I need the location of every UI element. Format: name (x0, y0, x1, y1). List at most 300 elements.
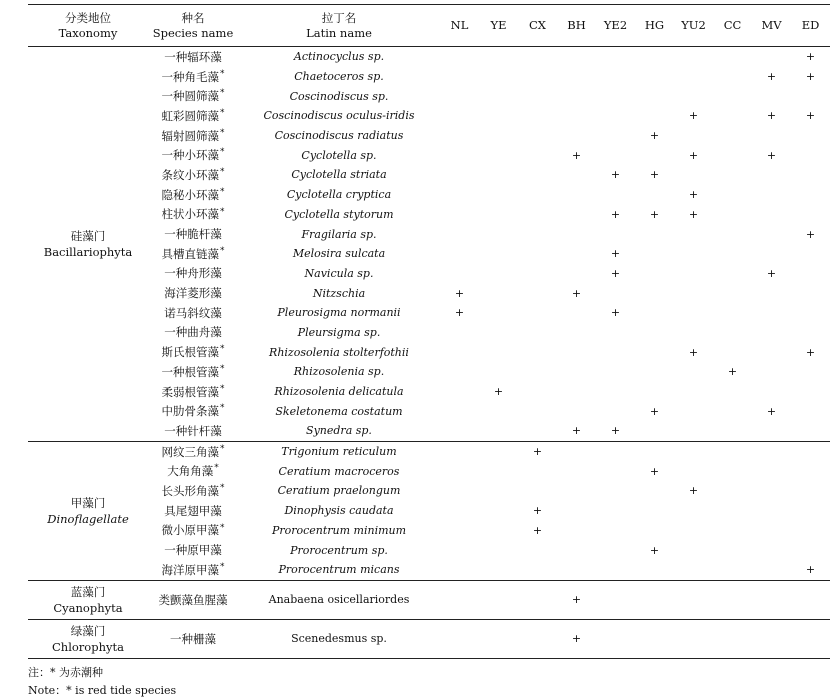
red-tide-star-icon: * (220, 68, 225, 79)
presence-cell: + (571, 286, 582, 300)
latin-name-cell: Coscinodiscus radiatus (274, 129, 404, 143)
presence-cell (479, 401, 518, 421)
presence-cell (713, 461, 752, 481)
table-row (28, 401, 830, 421)
table-row (28, 362, 830, 382)
header-station: YE (479, 5, 518, 47)
presence-cell (713, 165, 752, 185)
latin-name-cell: Cyclotella cryptica (286, 188, 392, 202)
table-row (28, 47, 830, 67)
presence-cell: + (805, 227, 816, 241)
presence-cell (440, 67, 479, 87)
presence-cell (479, 421, 518, 441)
header-station: HG (635, 5, 674, 47)
latin-name-cell: Fragilaria sp. (301, 227, 377, 241)
presence-cell (518, 421, 557, 441)
presence-cell (635, 580, 674, 619)
presence-cell: + (557, 619, 596, 658)
presence-cell (518, 362, 557, 382)
presence-cell (674, 165, 713, 185)
latin-name-cell: Dinophysis caudata (284, 504, 394, 518)
red-tide-star-icon: * (214, 463, 219, 474)
header-latin: 拉丁名 Latin name (238, 5, 440, 47)
presence-cell (635, 362, 674, 382)
presence-cell (713, 501, 752, 521)
presence-cell (596, 481, 635, 501)
presence-cell: + (766, 109, 777, 123)
presence-cell (635, 224, 674, 244)
species-name-cell: 一种脆杆藻 (164, 227, 222, 242)
presence-cell (752, 224, 791, 244)
presence-cell (518, 67, 557, 87)
species-name-cell: 辐射圆筛藻* (161, 127, 225, 143)
table-row (28, 264, 830, 284)
red-tide-star-icon: * (220, 443, 225, 454)
species-name-cell: 海洋原甲藻* (161, 561, 225, 577)
presence-cell (479, 619, 518, 658)
presence-cell (674, 441, 713, 461)
presence-cell (791, 421, 830, 441)
presence-cell: + (610, 306, 621, 320)
latin-name-cell: Rhizosolenia stolterfothii (269, 345, 409, 359)
presence-cell (635, 86, 674, 106)
presence-cell: + (805, 345, 816, 359)
presence-cell (518, 145, 557, 165)
latin-name-cell: Pleurosigma normanii (277, 306, 401, 320)
presence-cell: + (649, 168, 660, 182)
presence-cell: + (610, 168, 621, 182)
presence-cell (596, 86, 635, 106)
presence-cell (557, 382, 596, 402)
presence-cell (440, 521, 479, 541)
species-name-cell: 网纹三角藻* (148, 441, 238, 461)
presence-cell: + (649, 207, 660, 221)
presence-cell (791, 264, 830, 284)
species-name-cell: 具尾翅甲藻 (164, 503, 222, 518)
table-row (28, 303, 830, 323)
presence-cell (752, 441, 791, 461)
presence-cell (635, 67, 674, 87)
presence-cell (635, 106, 674, 126)
presence-cell: + (805, 563, 816, 577)
presence-cell (596, 126, 635, 146)
presence-cell (440, 619, 479, 658)
presence-cell (479, 521, 518, 541)
species-name-cell: 类颤藻鱼腥藻 (148, 580, 238, 619)
table-row (28, 342, 830, 362)
table-row (28, 86, 830, 106)
presence-cell (440, 342, 479, 362)
presence-cell (752, 382, 791, 402)
species-name-cell: 一种舟形藻 (164, 266, 222, 281)
presence-cell (713, 264, 752, 284)
header-row (28, 5, 830, 47)
presence-cell: + (688, 188, 699, 202)
presence-cell (791, 540, 830, 560)
presence-cell (518, 401, 557, 421)
presence-cell (557, 126, 596, 146)
latin-name-cell: Synedra sp. (306, 424, 372, 438)
presence-cell (635, 501, 674, 521)
presence-cell (674, 86, 713, 106)
presence-cell (791, 165, 830, 185)
presence-cell (635, 323, 674, 343)
group-1 (28, 441, 830, 580)
species-name-cell: 微小原甲藻* (161, 522, 225, 538)
presence-cell (440, 382, 479, 402)
table-row (28, 421, 830, 441)
presence-cell (635, 264, 674, 284)
presence-cell (518, 86, 557, 106)
species-name-cell: 诺马斜纹藻 (164, 305, 222, 320)
presence-cell (440, 165, 479, 185)
presence-cell (596, 224, 635, 244)
table-row (28, 126, 830, 146)
presence-cell (479, 461, 518, 481)
latin-name-cell: Cyclotella stytorum (284, 207, 394, 221)
latin-name-cell: Trigonium reticulum (238, 441, 440, 461)
presence-cell: + (688, 207, 699, 221)
presence-cell (713, 481, 752, 501)
species-name-cell: 中肋骨条藻* (161, 403, 225, 419)
presence-cell (791, 580, 830, 619)
latin-name-cell: Coscinodiscus sp. (289, 89, 389, 103)
latin-name-cell: Scenedesmus sp. (238, 619, 440, 658)
taxonomy-cell: 硅藻门 Bacillariophyta (28, 47, 148, 442)
presence-cell (791, 619, 830, 658)
presence-cell (791, 205, 830, 225)
presence-cell (713, 540, 752, 560)
presence-cell (791, 323, 830, 343)
presence-cell (674, 540, 713, 560)
presence-cell (596, 382, 635, 402)
presence-cell (713, 619, 752, 658)
presence-cell (752, 47, 791, 67)
presence-cell (596, 560, 635, 580)
presence-cell (752, 303, 791, 323)
presence-cell (596, 401, 635, 421)
table-row (28, 224, 830, 244)
presence-cell (557, 521, 596, 541)
presence-cell (713, 421, 752, 441)
presence-cell (479, 264, 518, 284)
table-row (28, 283, 830, 303)
presence-cell (518, 342, 557, 362)
presence-cell (557, 540, 596, 560)
header-station: CX (518, 5, 557, 47)
presence-cell (479, 501, 518, 521)
presence-cell (752, 540, 791, 560)
presence-cell (557, 362, 596, 382)
latin-name-cell: Rhizosolenia sp. (293, 365, 385, 379)
header-station: CC (713, 5, 752, 47)
presence-cell (752, 560, 791, 580)
presence-cell: + (766, 148, 777, 162)
header-station: MV (752, 5, 791, 47)
presence-cell (518, 461, 557, 481)
latin-name-cell: Navicula sp. (304, 266, 374, 280)
table-row (28, 106, 830, 126)
presence-cell (791, 244, 830, 264)
presence-cell (635, 145, 674, 165)
presence-cell (596, 323, 635, 343)
species-name-cell: 一种根管藻* (161, 364, 225, 379)
table-row (28, 382, 830, 402)
presence-cell (479, 362, 518, 382)
table-row (28, 481, 830, 501)
latin-name-cell: Pleursigma sp. (297, 325, 381, 339)
presence-cell (674, 421, 713, 441)
presence-cell (596, 461, 635, 481)
presence-cell (674, 501, 713, 521)
presence-cell (518, 540, 557, 560)
presence-cell: + (791, 47, 830, 67)
latin-name-cell: Rhizosolenia delicatula (274, 385, 404, 399)
taxonomy-cell: 甲藻门 Dinoflagellate (28, 441, 148, 580)
presence-cell (557, 481, 596, 501)
presence-cell (596, 540, 635, 560)
presence-cell: + (649, 404, 660, 418)
presence-cell (479, 283, 518, 303)
presence-cell (752, 580, 791, 619)
presence-cell (674, 303, 713, 323)
presence-cell (440, 362, 479, 382)
presence-cell (635, 421, 674, 441)
presence-cell: + (805, 109, 816, 123)
red-tide-star-icon: * (220, 561, 225, 572)
presence-cell (674, 401, 713, 421)
presence-cell (479, 244, 518, 264)
presence-cell: + (688, 148, 699, 162)
red-tide-star-icon: * (220, 344, 225, 355)
presence-cell (557, 323, 596, 343)
presence-cell (713, 382, 752, 402)
presence-cell (557, 224, 596, 244)
presence-cell: + (766, 266, 777, 280)
species-name-cell: 大角角藻* (167, 463, 219, 479)
table-row (28, 560, 830, 580)
presence-cell (440, 540, 479, 560)
red-tide-star-icon: * (220, 483, 225, 494)
presence-cell (635, 283, 674, 303)
presence-cell (752, 501, 791, 521)
presence-cell (557, 205, 596, 225)
presence-cell (596, 362, 635, 382)
presence-cell (518, 481, 557, 501)
note-en: Note：* is red tide species (28, 684, 177, 697)
species-table (28, 4, 830, 659)
latin-name-cell: Coscinodiscus oculus-iridis (263, 109, 415, 123)
presence-cell (479, 145, 518, 165)
red-tide-star-icon: * (220, 147, 225, 158)
red-tide-star-icon: * (220, 364, 225, 375)
presence-cell (596, 106, 635, 126)
presence-cell (752, 461, 791, 481)
presence-cell (713, 560, 752, 580)
presence-cell (596, 501, 635, 521)
table-row (28, 145, 830, 165)
table-row (28, 501, 830, 521)
presence-cell (752, 521, 791, 541)
presence-cell (752, 244, 791, 264)
group-2 (28, 580, 830, 619)
presence-cell (479, 303, 518, 323)
presence-cell (635, 521, 674, 541)
presence-cell (557, 264, 596, 284)
species-name-cell: 长头形角藻* (161, 483, 225, 498)
presence-cell (791, 521, 830, 541)
presence-cell: + (688, 484, 699, 498)
presence-cell (713, 441, 752, 461)
table-row (28, 165, 830, 185)
presence-cell (791, 501, 830, 521)
presence-cell (596, 47, 635, 67)
presence-cell (791, 382, 830, 402)
presence-cell (440, 224, 479, 244)
presence-cell (752, 86, 791, 106)
presence-cell (440, 501, 479, 521)
presence-cell (791, 401, 830, 421)
latin-name-cell: Ceratium macroceros (278, 464, 400, 478)
red-tide-star-icon: * (220, 167, 225, 178)
species-name-cell: 一种曲舟藻 (164, 325, 222, 340)
presence-cell (557, 47, 596, 67)
presence-cell (440, 86, 479, 106)
presence-cell (518, 106, 557, 126)
presence-cell (557, 342, 596, 362)
species-name-cell: 一种栅藻 (148, 619, 238, 658)
presence-cell (440, 205, 479, 225)
red-tide-star-icon: * (220, 403, 225, 414)
presence-cell (479, 224, 518, 244)
presence-cell (518, 126, 557, 146)
red-tide-star-icon: * (220, 108, 225, 119)
presence-cell (479, 185, 518, 205)
presence-cell (440, 126, 479, 146)
presence-cell (791, 441, 830, 461)
presence-cell (479, 580, 518, 619)
presence-cell (791, 185, 830, 205)
presence-cell (557, 185, 596, 205)
note-zh: 注：* 为赤潮种 (28, 666, 103, 679)
header-taxonomy: 分类地位 Taxonomy (28, 5, 148, 47)
presence-cell (479, 481, 518, 501)
presence-cell (596, 619, 635, 658)
presence-cell (635, 244, 674, 264)
presence-cell (479, 441, 518, 461)
presence-cell (752, 205, 791, 225)
presence-cell (557, 501, 596, 521)
presence-cell (674, 126, 713, 146)
presence-cell (791, 461, 830, 481)
presence-cell (557, 86, 596, 106)
presence-cell: + (727, 365, 738, 379)
group-0 (28, 47, 830, 442)
presence-cell: + (649, 543, 660, 557)
species-name-cell: 斯氏根管藻* (161, 344, 225, 360)
presence-cell (713, 106, 752, 126)
presence-cell (440, 580, 479, 619)
presence-cell: + (557, 580, 596, 619)
presence-cell (518, 382, 557, 402)
presence-cell (713, 401, 752, 421)
presence-cell (596, 521, 635, 541)
presence-cell (674, 224, 713, 244)
presence-cell (635, 619, 674, 658)
presence-cell (596, 580, 635, 619)
presence-cell (440, 441, 479, 461)
presence-cell (479, 560, 518, 580)
species-name-cell: 一种角毛藻* (161, 68, 225, 84)
presence-cell (752, 323, 791, 343)
presence-cell (479, 106, 518, 126)
header-station: BH (557, 5, 596, 47)
presence-cell: + (688, 345, 699, 359)
presence-cell (479, 47, 518, 67)
presence-cell (596, 441, 635, 461)
presence-cell (440, 244, 479, 264)
presence-cell: + (610, 207, 621, 221)
latin-name-cell: Prorocentrum sp. (290, 543, 388, 557)
latin-name-cell: Nitzschia (312, 286, 366, 300)
species-name-cell: 一种原甲藻 (164, 543, 222, 558)
presence-cell (752, 126, 791, 146)
species-name-cell: 柔弱根管藻* (161, 383, 225, 399)
presence-cell (635, 441, 674, 461)
presence-cell (440, 560, 479, 580)
presence-cell: + (518, 441, 557, 461)
table-row (28, 540, 830, 560)
species-name-cell: 条纹小环藻* (161, 167, 225, 182)
species-name-cell: 海洋菱形藻 (164, 286, 222, 301)
presence-cell (557, 401, 596, 421)
presence-cell (635, 560, 674, 580)
presence-cell (635, 342, 674, 362)
latin-name-cell: Melosira sulcata (292, 247, 386, 261)
presence-cell (752, 362, 791, 382)
presence-cell (791, 362, 830, 382)
presence-cell (713, 580, 752, 619)
presence-cell (440, 461, 479, 481)
species-name-cell: 柱状小环藻* (161, 206, 225, 222)
presence-cell (479, 126, 518, 146)
presence-cell (674, 67, 713, 87)
red-tide-star-icon: * (220, 186, 225, 197)
table-row (28, 205, 830, 225)
presence-cell (557, 461, 596, 481)
presence-cell (557, 441, 596, 461)
species-name-cell: 隐秘小环藻* (161, 186, 225, 202)
presence-cell (713, 342, 752, 362)
presence-cell (479, 67, 518, 87)
presence-cell (713, 303, 752, 323)
presence-cell (518, 580, 557, 619)
presence-cell (791, 86, 830, 106)
presence-cell (674, 283, 713, 303)
presence-cell: + (805, 70, 816, 84)
presence-cell (713, 86, 752, 106)
species-name-cell: 虹彩圆筛藻* (161, 108, 225, 123)
presence-cell (713, 67, 752, 87)
table-row (28, 323, 830, 343)
presence-cell (674, 560, 713, 580)
presence-cell: + (571, 148, 582, 162)
presence-cell (752, 481, 791, 501)
presence-cell (674, 323, 713, 343)
presence-cell (635, 303, 674, 323)
presence-cell: + (532, 523, 543, 537)
presence-cell (440, 185, 479, 205)
